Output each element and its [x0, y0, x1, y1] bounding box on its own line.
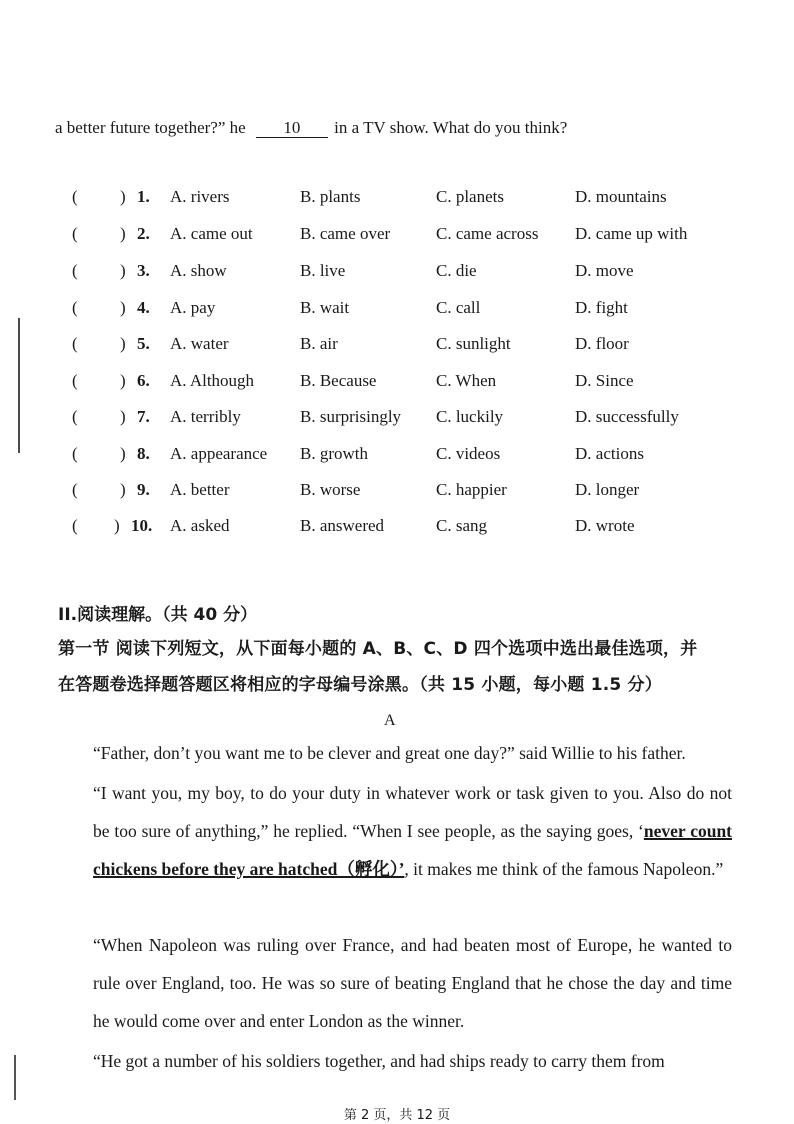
option-c: C. sang — [436, 516, 487, 535]
option-c: C. planets — [436, 187, 504, 206]
question-number: 7. — [137, 407, 150, 426]
section-title: II.阅读理解。（共 40 分） — [58, 605, 258, 625]
option-a: A. asked — [170, 516, 230, 535]
question-number: 4. — [137, 298, 150, 317]
answer-paren-close: ) — [120, 480, 126, 499]
option-a: A. appearance — [170, 444, 268, 463]
option-c: C. videos — [436, 444, 501, 463]
question-number: 2. — [137, 224, 150, 243]
paragraph-3 — [56, 926, 732, 1040]
answer-paren-open: ( — [72, 407, 78, 426]
answer-paren-close: ) — [120, 298, 126, 317]
option-b: B. wait — [300, 298, 350, 317]
option-b: B. surprisingly — [300, 407, 402, 426]
option-b: B. plants — [300, 187, 361, 206]
option-c: C. happier — [436, 480, 507, 499]
option-b: B. growth — [300, 444, 368, 463]
question-number: 8. — [137, 444, 150, 463]
intro-before: a better future together?” he — [55, 118, 246, 137]
option-d: D. Since — [575, 371, 634, 390]
answer-paren-close: ) — [120, 371, 126, 390]
option-c: C. came across — [436, 224, 539, 243]
question-row — [0, 516, 794, 542]
option-a: A. pay — [170, 298, 216, 317]
answer-paren-close: ) — [120, 187, 126, 206]
question-row — [0, 444, 794, 470]
question-number: 9. — [137, 480, 150, 499]
paragraph-text: “He got a number of his soldiers together, and had ships ready to carry them from — [93, 1051, 665, 1071]
option-a: A. rivers — [170, 187, 230, 206]
option-c: C. call — [436, 298, 481, 317]
question-row — [0, 187, 794, 213]
paragraph-text — [56, 774, 732, 888]
answer-paren-close: ) — [120, 444, 126, 463]
question-row — [0, 407, 794, 433]
option-a: A. terribly — [170, 407, 241, 426]
question-number: 10. — [131, 516, 153, 535]
question-row — [0, 334, 794, 360]
page-footer: 第 2 页，共 12 页 — [343, 1108, 451, 1123]
option-d: D. successfully — [575, 407, 679, 426]
option-b: B. worse — [300, 480, 361, 499]
intro-after: in a TV show. What do you think? — [334, 118, 568, 137]
question-row — [0, 480, 794, 506]
scan-mark — [14, 1055, 16, 1100]
question-number: 6. — [137, 371, 150, 390]
answer-paren-close: ) — [120, 407, 126, 426]
option-d: D. floor — [575, 334, 629, 353]
answer-paren-close: ) — [114, 516, 120, 535]
option-a: A. better — [170, 480, 230, 499]
passage-label: A — [384, 712, 396, 729]
option-b: B. Because — [300, 371, 377, 390]
question-row — [0, 371, 794, 397]
instructions-line-1: 第一节 阅读下列短文，从下面每小题的 A、B、C、D 四个选项中选出最佳选项，并 — [58, 639, 698, 659]
option-d: D. fight — [575, 298, 628, 317]
paragraph-text-start: “I want you, my boy, to do your duty in whatever work or task given to you. Also do not be too sure of anything,” he replied. “When I see people, as the saying goes, ‘ — [93, 783, 732, 841]
option-d: D. longer — [575, 480, 640, 499]
answer-paren-open: ( — [72, 480, 78, 499]
option-c: C. die — [436, 261, 477, 280]
instructions-line-2: 在答题卷选择题答题区将相应的字母编号涂黑。（共 15 小题，每小题 1.5 分） — [58, 675, 662, 695]
option-d: D. actions — [575, 444, 644, 463]
answer-paren-open: ( — [72, 444, 78, 463]
option-c: C. sunlight — [436, 334, 511, 353]
option-b: B. answered — [300, 516, 385, 535]
underlined-saying: never count chickens before they are hatched（孵化）’ — [93, 821, 733, 879]
paragraph-text-end: , it makes me think of the famous Napoleon.” — [404, 859, 724, 879]
question-number: 3. — [137, 261, 150, 280]
answer-paren-open: ( — [72, 298, 78, 317]
answer-paren-open: ( — [72, 224, 78, 243]
paragraph-2 — [56, 774, 732, 888]
question-number: 5. — [137, 334, 150, 353]
answer-paren-open: ( — [72, 516, 78, 535]
answer-paren-open: ( — [72, 334, 78, 353]
question-row — [0, 261, 794, 287]
option-b: B. came over — [300, 224, 391, 243]
blank-10: 10 — [256, 119, 328, 138]
paragraph-4 — [56, 1042, 732, 1080]
option-a: A. water — [170, 334, 229, 353]
option-d: D. move — [575, 261, 634, 280]
paragraph-text: “When Napoleon was ruling over France, and had beaten most of Europe, he wanted to rule over England, too. He was so sure of beating England that he chose the day and time he would come over and enter London as the winner. — [93, 935, 732, 1031]
question-row — [0, 224, 794, 250]
option-c: C. When — [436, 371, 497, 390]
option-b: B. air — [300, 334, 338, 353]
answer-paren-close: ) — [120, 261, 126, 280]
option-b: B. live — [300, 261, 346, 280]
answer-paren-open: ( — [72, 261, 78, 280]
option-d: D. came up with — [575, 224, 688, 243]
question-number: 1. — [137, 187, 150, 206]
paragraph-1 — [56, 734, 732, 772]
answer-paren-open: ( — [72, 187, 78, 206]
intro-sentence — [55, 118, 567, 138]
answer-paren-close: ) — [120, 334, 126, 353]
option-c: C. luckily — [436, 407, 504, 426]
paragraph-text: “Father, don’t you want me to be clever and great one day?” said Willie to his father. — [93, 743, 686, 763]
option-d: D. wrote — [575, 516, 635, 535]
question-row — [0, 298, 794, 324]
option-a: A. show — [170, 261, 227, 280]
answer-paren-open: ( — [72, 371, 78, 390]
answer-paren-close: ) — [120, 224, 126, 243]
option-a: A. Although — [170, 371, 255, 390]
option-d: D. mountains — [575, 187, 667, 206]
option-a: A. came out — [170, 224, 253, 243]
